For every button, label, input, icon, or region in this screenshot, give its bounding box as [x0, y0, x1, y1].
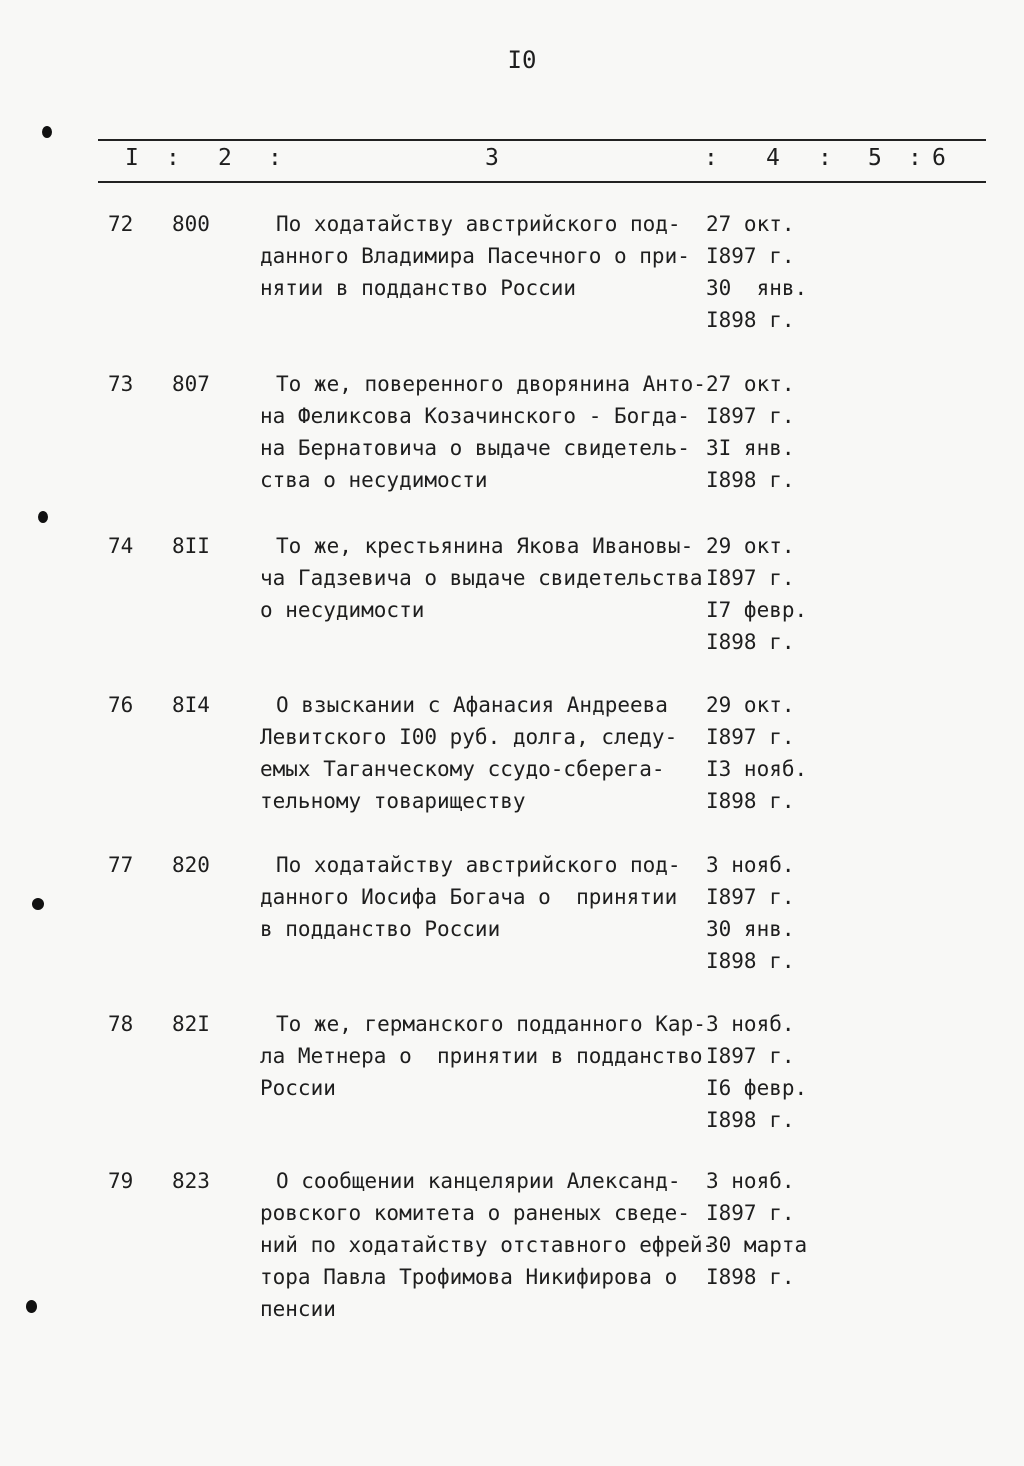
- entry-description: [260, 208, 720, 304]
- date-end: I7 февр.: [706, 598, 808, 622]
- entry-description: [260, 368, 720, 496]
- case-number: 8I4: [172, 693, 210, 717]
- binder-hole-mark: [42, 126, 52, 138]
- entry-number: 77: [108, 853, 134, 877]
- date-end: I3 нояб.: [706, 757, 808, 781]
- date-start: 3 нояб.: [706, 853, 795, 877]
- page-number: I0: [507, 46, 537, 74]
- description-line: нятии в подданство России: [260, 276, 577, 300]
- entry-dates: [706, 1165, 846, 1293]
- case-number: 807: [172, 372, 210, 396]
- description-line: ровского комитета о раненых сведе-: [260, 1201, 690, 1225]
- date-end-year: I898 г.: [706, 1108, 795, 1132]
- date-start: 29 окт.: [706, 534, 795, 558]
- date-end: 30 янв.: [706, 276, 808, 300]
- description-line: тельному товариществу: [260, 789, 526, 813]
- date-start-year: I897 г.: [706, 244, 795, 268]
- description-line: ла Метнера о принятии в подданство: [260, 1044, 703, 1068]
- binder-hole-mark: [32, 898, 44, 910]
- table-header: [0, 145, 1024, 175]
- date-end-year: I898 г.: [706, 308, 795, 332]
- case-number: 8II: [172, 534, 210, 558]
- table-top-rule: [98, 139, 986, 141]
- entry-dates: [706, 368, 846, 496]
- date-end-year: I898 г.: [706, 1265, 795, 1289]
- case-number: 82I: [172, 1012, 210, 1036]
- binder-hole-mark: [26, 1300, 37, 1313]
- header-separator: :: [704, 145, 718, 171]
- date-end-year: I898 г.: [706, 789, 795, 813]
- entry-dates: [706, 530, 846, 658]
- description-line: емых Таганческому ссудо-сберега-: [260, 757, 665, 781]
- date-end: 3I янв.: [706, 436, 795, 460]
- description-line: данного Владимира Пасечного о при-: [260, 244, 690, 268]
- entry-description: [260, 849, 720, 945]
- entry-number: 74: [108, 534, 134, 558]
- description-line: ства о несудимости: [260, 468, 488, 492]
- description-line: ний по ходатайству отставного ефрей-: [260, 1233, 716, 1257]
- description-line: О взыскании с Афанасия Андреева: [276, 693, 668, 717]
- date-start-year: I897 г.: [706, 1201, 795, 1225]
- description-line: О сообщении канцелярии Александ-: [276, 1169, 681, 1193]
- description-line: на Бернатовича о выдаче свидетель-: [260, 436, 690, 460]
- description-line: По ходатайству австрийского под-: [276, 212, 681, 236]
- case-number: 820: [172, 853, 210, 877]
- header-separator: :: [166, 145, 180, 171]
- description-line: То же, крестьянина Якова Ивановы-: [276, 534, 694, 558]
- description-line: тора Павла Трофимова Никифирова о: [260, 1265, 678, 1289]
- table-header-rule: [98, 181, 986, 183]
- description-line: То же, германского подданного Кар-: [276, 1012, 706, 1036]
- header-col-1: I: [125, 145, 139, 171]
- date-start: 3 нояб.: [706, 1012, 795, 1036]
- date-start: 27 окт.: [706, 372, 795, 396]
- description-line: ча Гадзевича о выдаче свидетельства: [260, 566, 703, 590]
- entry-description: [260, 1165, 720, 1325]
- description-line: По ходатайству австрийского под-: [276, 853, 681, 877]
- date-end: 30 янв.: [706, 917, 795, 941]
- entry-description: [260, 689, 720, 817]
- date-start-year: I897 г.: [706, 566, 795, 590]
- date-start-year: I897 г.: [706, 725, 795, 749]
- date-end-year: I898 г.: [706, 949, 795, 973]
- description-line: России: [260, 1076, 336, 1100]
- case-number: 823: [172, 1169, 210, 1193]
- description-line: пенсии: [260, 1297, 336, 1321]
- description-line: о несудимости: [260, 598, 425, 622]
- header-col-6: 6: [932, 145, 946, 171]
- entry-dates: [706, 849, 846, 977]
- binder-hole-mark: [38, 511, 48, 523]
- entry-dates: [706, 1008, 846, 1136]
- header-col-4: 4: [766, 145, 780, 171]
- case-number: 800: [172, 212, 210, 236]
- date-end-year: I898 г.: [706, 468, 795, 492]
- description-line: данного Иосифа Богача о принятии: [260, 885, 678, 909]
- description-line: То же, поверенного дворянина Анто-: [276, 372, 706, 396]
- date-end-year: I898 г.: [706, 630, 795, 654]
- entry-description: [260, 530, 720, 626]
- entry-number: 73: [108, 372, 134, 396]
- entry-description: [260, 1008, 720, 1104]
- date-start: 29 окт.: [706, 693, 795, 717]
- entry-dates: [706, 689, 846, 817]
- date-end: I6 февр.: [706, 1076, 808, 1100]
- date-start: 27 окт.: [706, 212, 795, 236]
- date-start: 3 нояб.: [706, 1169, 795, 1193]
- date-start-year: I897 г.: [706, 1044, 795, 1068]
- date-start-year: I897 г.: [706, 885, 795, 909]
- date-start-year: I897 г.: [706, 404, 795, 428]
- entry-number: 72: [108, 212, 134, 236]
- date-end: 30 марта: [706, 1233, 808, 1257]
- header-separator: :: [908, 145, 922, 171]
- entry-number: 76: [108, 693, 134, 717]
- entry-dates: [706, 208, 846, 336]
- header-col-3: 3: [485, 145, 499, 171]
- description-line: в подданство России: [260, 917, 501, 941]
- description-line: Левитского I00 руб. долга, следу-: [260, 725, 678, 749]
- header-separator: :: [818, 145, 832, 171]
- entry-number: 78: [108, 1012, 134, 1036]
- header-col-2: 2: [218, 145, 232, 171]
- header-col-5: 5: [868, 145, 882, 171]
- header-separator: :: [268, 145, 282, 171]
- description-line: на Феликсова Козачинского - Богда-: [260, 404, 690, 428]
- entry-number: 79: [108, 1169, 134, 1193]
